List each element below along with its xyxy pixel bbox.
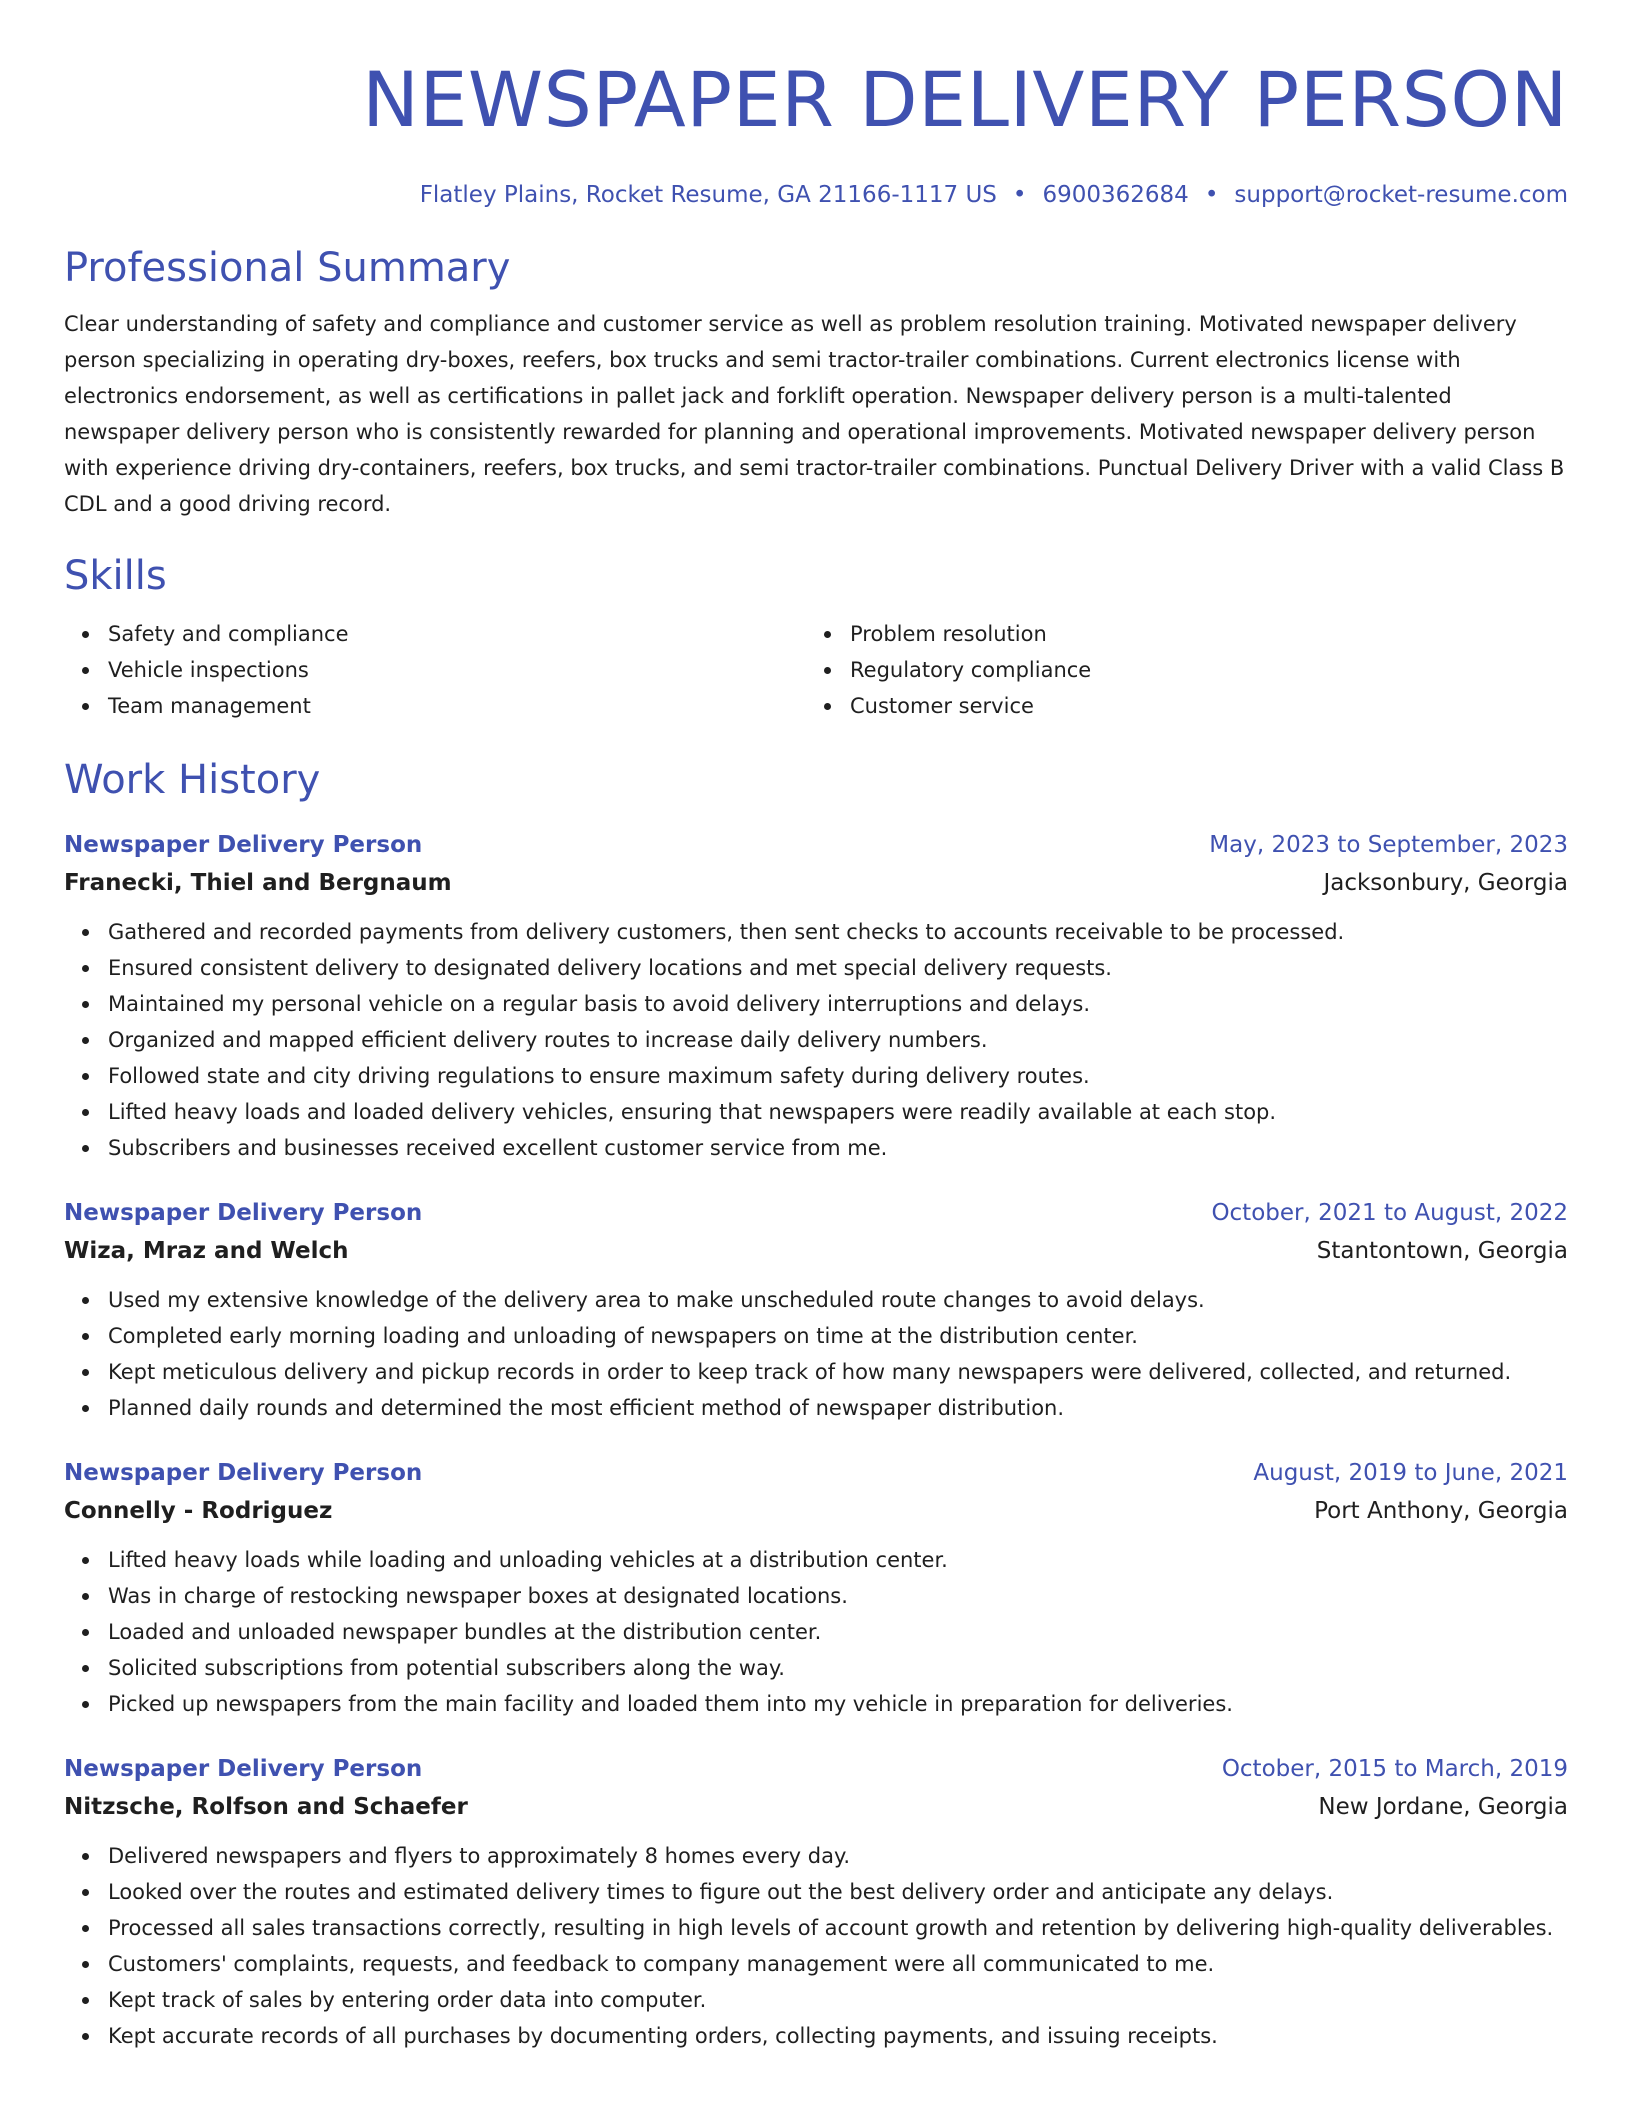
- skill-item: Team management: [64, 688, 806, 724]
- job-bullet: Planned daily rounds and determined the most efficient method of newspaper distribution.: [64, 1390, 1568, 1426]
- job-bullet: Kept meticulous delivery and pickup records in order to keep track of how many newspapers were delivered, collected, and returned.: [64, 1354, 1568, 1390]
- job-title: Newspaper Delivery Person: [64, 1460, 423, 1486]
- job-title: Newspaper Delivery Person: [64, 832, 423, 858]
- job-company: Connelly - Rodriguez: [64, 1498, 333, 1524]
- job-bullet: Loaded and unloaded newspaper bundles at the distribution center.: [64, 1614, 1568, 1650]
- job-bullet: Processed all sales transactions correctly, resulting in high levels of account growth and retention by delivering high-quality deliverables.: [64, 1910, 1568, 1946]
- job-bullet: Kept track of sales by entering order data into computer.: [64, 1982, 1568, 2018]
- job-bullet: Picked up newspapers from the main facility and loaded them into my vehicle in preparation for deliveries.: [64, 1686, 1568, 1722]
- job-location: Stantontown, Georgia: [1316, 1238, 1568, 1264]
- job-entry: [64, 1454, 1568, 1722]
- job-bullet: Completed early morning loading and unloading of newspapers on time at the distribution center.: [64, 1318, 1568, 1354]
- resume-title: NEWSPAPER DELIVERY PERSON: [362, 55, 1568, 144]
- skills-heading: Skills: [64, 553, 167, 599]
- job-entry: [64, 1194, 1568, 1426]
- job-location: Jacksonbury, Georgia: [1323, 870, 1568, 896]
- skills-column-left: [64, 616, 806, 724]
- summary-text: Clear understanding of safety and compliance and customer service as well as problem resolution training. Motivated newspaper delivery person specializing in operating dry-boxes, reefers, box trucks and semi tractor-trailer combinations. Current electronics license with electronics endorsement, as well as certifications in pallet jack and forklift operation. Newspaper delivery person is a multi-talented newspaper delivery person who is consistently rewarded for planning and operational improvements. Motivated newspaper delivery person with experience driving dry-containers, reefers, box trucks, and semi tractor-trailer combinations. Punctual Delivery Driver with a valid Class B CDL and a good driving record.: [64, 312, 1565, 516]
- contact-address: Flatley Plains, Rocket Resume, GA 21166-1117 US: [419, 182, 997, 208]
- job-company: Wiza, Mraz and Welch: [64, 1238, 349, 1264]
- job-bullet: Followed state and city driving regulations to ensure maximum safety during delivery routes.: [64, 1058, 1568, 1094]
- job-bullet: Ensured consistent delivery to designated delivery locations and met special delivery requests.: [64, 950, 1568, 986]
- job-bullets: [64, 1838, 1568, 2054]
- job-bullet: Organized and mapped efficient delivery routes to increase daily delivery numbers.: [64, 1022, 1568, 1058]
- job-bullet: Kept accurate records of all purchases by documenting orders, collecting payments, and issuing receipts.: [64, 2018, 1568, 2054]
- skill-item: Vehicle inspections: [64, 652, 806, 688]
- contact-separator: •: [1012, 182, 1027, 208]
- skill-item: Customer service: [806, 688, 1548, 724]
- contact-line: [64, 178, 1568, 212]
- job-bullet: Customers' complaints, requests, and feedback to company management were all communicated to me.: [64, 1946, 1568, 1982]
- job-bullet: Lifted heavy loads and loaded delivery vehicles, ensuring that newspapers were readily available at each stop.: [64, 1094, 1568, 1130]
- job-bullet: Used my extensive knowledge of the delivery area to make unscheduled route changes to avoid delays.: [64, 1282, 1568, 1318]
- job-bullet: Was in charge of restocking newspaper boxes at designated locations.: [64, 1578, 1568, 1614]
- job-entry: [64, 1750, 1568, 2054]
- job-bullet: Solicited subscriptions from potential subscribers along the way.: [64, 1650, 1568, 1686]
- contact-phone: 6900362684: [1042, 182, 1189, 208]
- job-location: Port Anthony, Georgia: [1314, 1498, 1568, 1524]
- job-bullet: Gathered and recorded payments from delivery customers, then sent checks to accounts receivable to be processed.: [64, 914, 1568, 950]
- skill-item: Problem resolution: [806, 616, 1548, 652]
- contact-email[interactable]: support@rocket-resume.com: [1234, 182, 1568, 208]
- job-bullet: Delivered newspapers and flyers to approximately 8 homes every day.: [64, 1838, 1568, 1874]
- job-title: Newspaper Delivery Person: [64, 1200, 423, 1226]
- job-bullets: [64, 1542, 1568, 1722]
- skills-column-right: [806, 616, 1548, 724]
- job-company: Franecki, Thiel and Bergnaum: [64, 870, 452, 896]
- job-dates: May, 2023 to September, 2023: [1209, 832, 1568, 858]
- job-title: Newspaper Delivery Person: [64, 1756, 423, 1782]
- job-company: Nitzsche, Rolfson and Schaefer: [64, 1794, 468, 1820]
- skill-item: Safety and compliance: [64, 616, 806, 652]
- work-history-heading: Work History: [64, 757, 321, 803]
- job-bullet: Subscribers and businesses received excellent customer service from me.: [64, 1130, 1568, 1166]
- job-bullet: Looked over the routes and estimated delivery times to figure out the best delivery order and anticipate any delays.: [64, 1874, 1568, 1910]
- job-bullet: Lifted heavy loads while loading and unloading vehicles at a distribution center.: [64, 1542, 1568, 1578]
- skills-list: [64, 616, 1568, 724]
- work-history-list: [64, 826, 1568, 2054]
- job-location: New Jordane, Georgia: [1318, 1794, 1568, 1820]
- job-dates: October, 2015 to March, 2019: [1221, 1756, 1568, 1782]
- job-bullets: [64, 914, 1568, 1166]
- job-bullet: Maintained my personal vehicle on a regular basis to avoid delivery interruptions and delays.: [64, 986, 1568, 1022]
- job-bullets: [64, 1282, 1568, 1426]
- contact-separator: •: [1204, 182, 1219, 208]
- summary-heading: Professional Summary: [64, 245, 511, 291]
- job-dates: August, 2019 to June, 2021: [1253, 1460, 1568, 1486]
- job-entry: [64, 826, 1568, 1166]
- skill-item: Regulatory compliance: [806, 652, 1548, 688]
- job-dates: October, 2021 to August, 2022: [1211, 1200, 1568, 1226]
